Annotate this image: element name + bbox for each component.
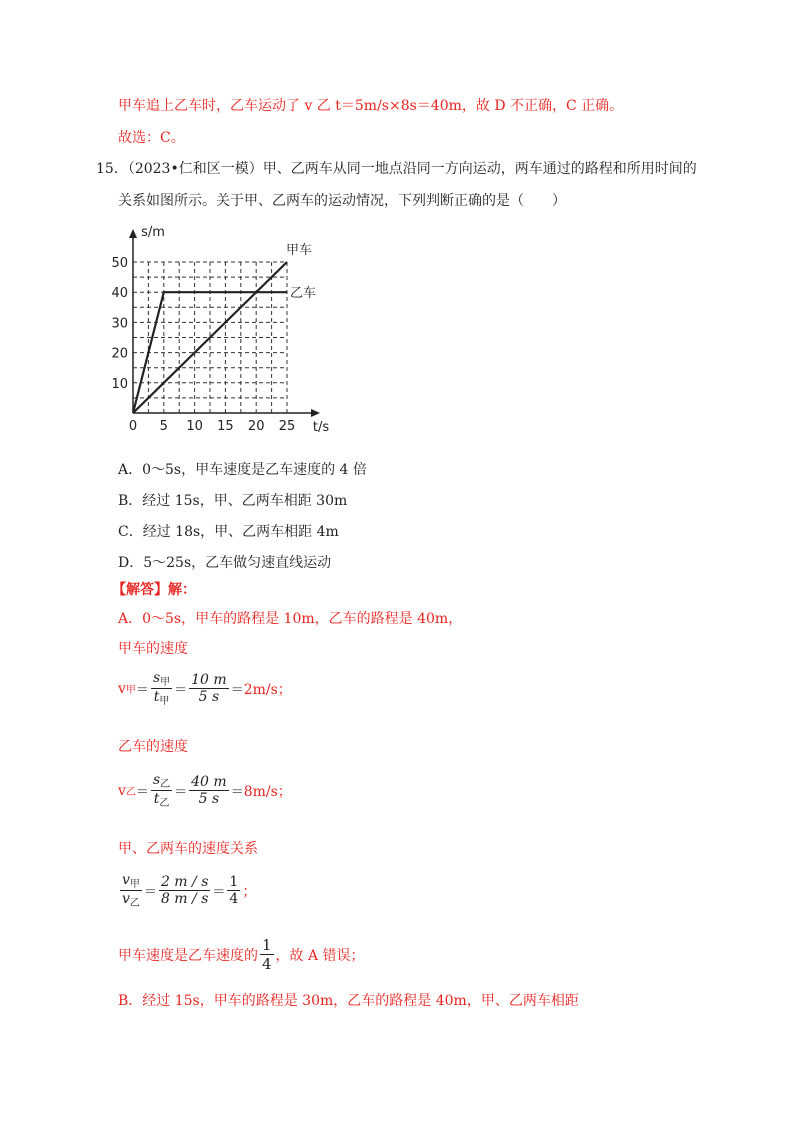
x-tick-label: 0	[128, 419, 138, 434]
x-tick-label: 25	[278, 419, 296, 434]
question-line-2: 关系如图所示。关于甲、乙两车的运动情况，下列判断正确的是（ ）	[118, 193, 566, 209]
y-tick-label: 20	[111, 346, 128, 362]
a-conclusion: 甲车速度是乙车速度的 $\frac{1}{4}$ ，故 A 错误；	[118, 936, 365, 973]
y-axis-label: s/m	[141, 225, 165, 240]
y-tick-label: 40	[111, 286, 128, 302]
answer-header: 【解答】解：	[112, 582, 196, 598]
x-axis-arrow	[311, 409, 320, 417]
y-tick-label: 30	[111, 316, 128, 332]
y-tick-label: 10	[111, 376, 128, 392]
option-d: D．5～25s，乙车做匀速直线运动	[118, 555, 332, 571]
question-number: 15．	[96, 161, 128, 177]
yi-speed-formula: v 乙 ＝ $\frac{s_乙}{t_乙}$ ＝ $\frac{40 m}{5 s}$ ＝ 8m/s；	[118, 772, 292, 809]
jia-speed-result: 2m/s；	[243, 681, 292, 698]
answer-a-line: A．0～5s，甲车的路程是 10m，乙车的路程是 40m，	[118, 611, 463, 627]
x-tick-label: 5	[159, 419, 168, 434]
x-tick-label: 15	[217, 419, 234, 434]
ratio-formula: $\frac{v_甲}{v_乙}$ ＝ $\frac{2 m / s}{8 m / s}$ ＝ $\frac{1}{4}$ ；	[122, 872, 257, 909]
option-c: C．经过 18s，甲、乙两车相距 4m	[118, 524, 339, 540]
series-yi-label: 乙车	[289, 286, 317, 302]
x-tick-label: 10	[186, 419, 203, 434]
option-b: B．经过 15s，甲、乙两车相距 30m	[118, 493, 348, 509]
x-tick-label: 20	[247, 419, 265, 434]
relation-label: 甲、乙两车的速度关系	[118, 841, 258, 857]
question-text-1: （2023•仁和区一模）甲、乙两车从同一地点沿同一方向运动，两车通过的路程和所用时间的	[127, 161, 697, 177]
jia-speed-label: 甲车的速度	[118, 641, 188, 657]
yi-speed-result: 8m/s；	[243, 783, 292, 800]
y-axis-arrow	[129, 229, 137, 238]
yi-speed-label: 乙车的速度	[118, 739, 188, 755]
jia-speed-formula: v 甲 ＝ $\frac{s_甲}{t_甲}$ ＝ $\frac{10 m}{5 s}$ ＝ 2m/s；	[118, 670, 292, 707]
x-axis-label: t/s	[312, 420, 330, 435]
st-graph	[108, 218, 348, 438]
series-jia-label: 甲车	[285, 243, 313, 258]
prev-answer-line: 故选：C。	[118, 130, 185, 146]
prev-solution-line: 甲车追上乙车时，乙车运动了 v 乙 t＝5m/s×8s＝40m，故 D 不正确，C 正确。	[118, 98, 624, 114]
v-jia: v	[118, 680, 126, 697]
v-jia-sub: 甲	[125, 685, 136, 696]
answer-b-line: B．经过 15s，甲车的路程是 30m，乙车的路程是 40m，甲、乙两车相距	[118, 993, 579, 1009]
y-tick-label: 50	[111, 256, 128, 271]
question-line-1	[96, 160, 697, 178]
option-a: A．0～5s，甲车速度是乙车速度的 4 倍	[118, 462, 367, 478]
